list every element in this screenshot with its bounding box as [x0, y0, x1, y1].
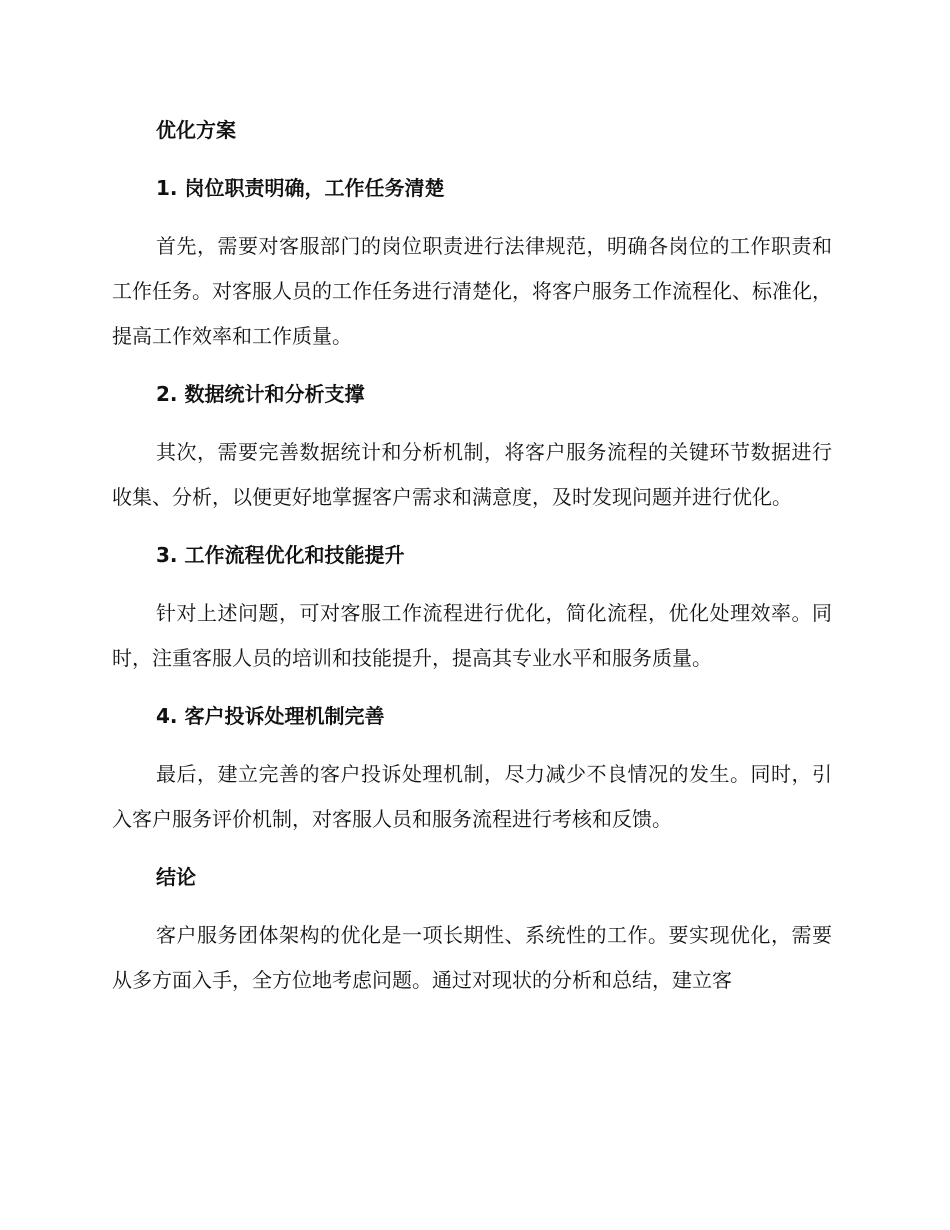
section-heading-1: 1. 岗位职责明确，工作任务清楚	[156, 176, 445, 200]
section-heading-2: 2. 数据统计和分析支撑	[156, 382, 365, 406]
conclusion-heading: 结论	[156, 865, 196, 889]
section-body-4: 最后，建立完善的客户投诉处理机制，尽力减少不良情况的发生。同时，引入客户服务评价机制，对客服人员和服务流程进行考核和反馈。	[112, 762, 832, 831]
conclusion-body: 客户服务团体架构的优化是一项长期性、系统性的工作。要实现优化，需要从多方面入手，全方位地考虑问题。通过对现状的分析和总结，建立客	[112, 923, 832, 992]
section-body-1: 首先，需要对客服部门的岗位职责进行法律规范，明确各岗位的工作职责和工作任务。对客服人员的工作任务进行清楚化，将客户服务工作流程化、标准化，提高工作效率和工作质量。	[112, 234, 832, 348]
section-body-3: 针对上述问题，可对客服工作流程进行优化，简化流程，优化处理效率。同时，注重客服人员的培训和技能提升，提高其专业水平和服务质量。	[112, 601, 832, 670]
section-heading-3: 3. 工作流程优化和技能提升	[156, 543, 405, 567]
section-heading-4: 4. 客户投诉处理机制完善	[156, 704, 385, 728]
section-title: 优化方案	[156, 118, 236, 142]
section-body-2: 其次，需要完善数据统计和分析机制，将客户服务流程的关键环节数据进行收集、分析，以便更好地掌握客户需求和满意度，及时发现问题并进行优化。	[112, 440, 832, 509]
document-content	[112, 108, 832, 1016]
